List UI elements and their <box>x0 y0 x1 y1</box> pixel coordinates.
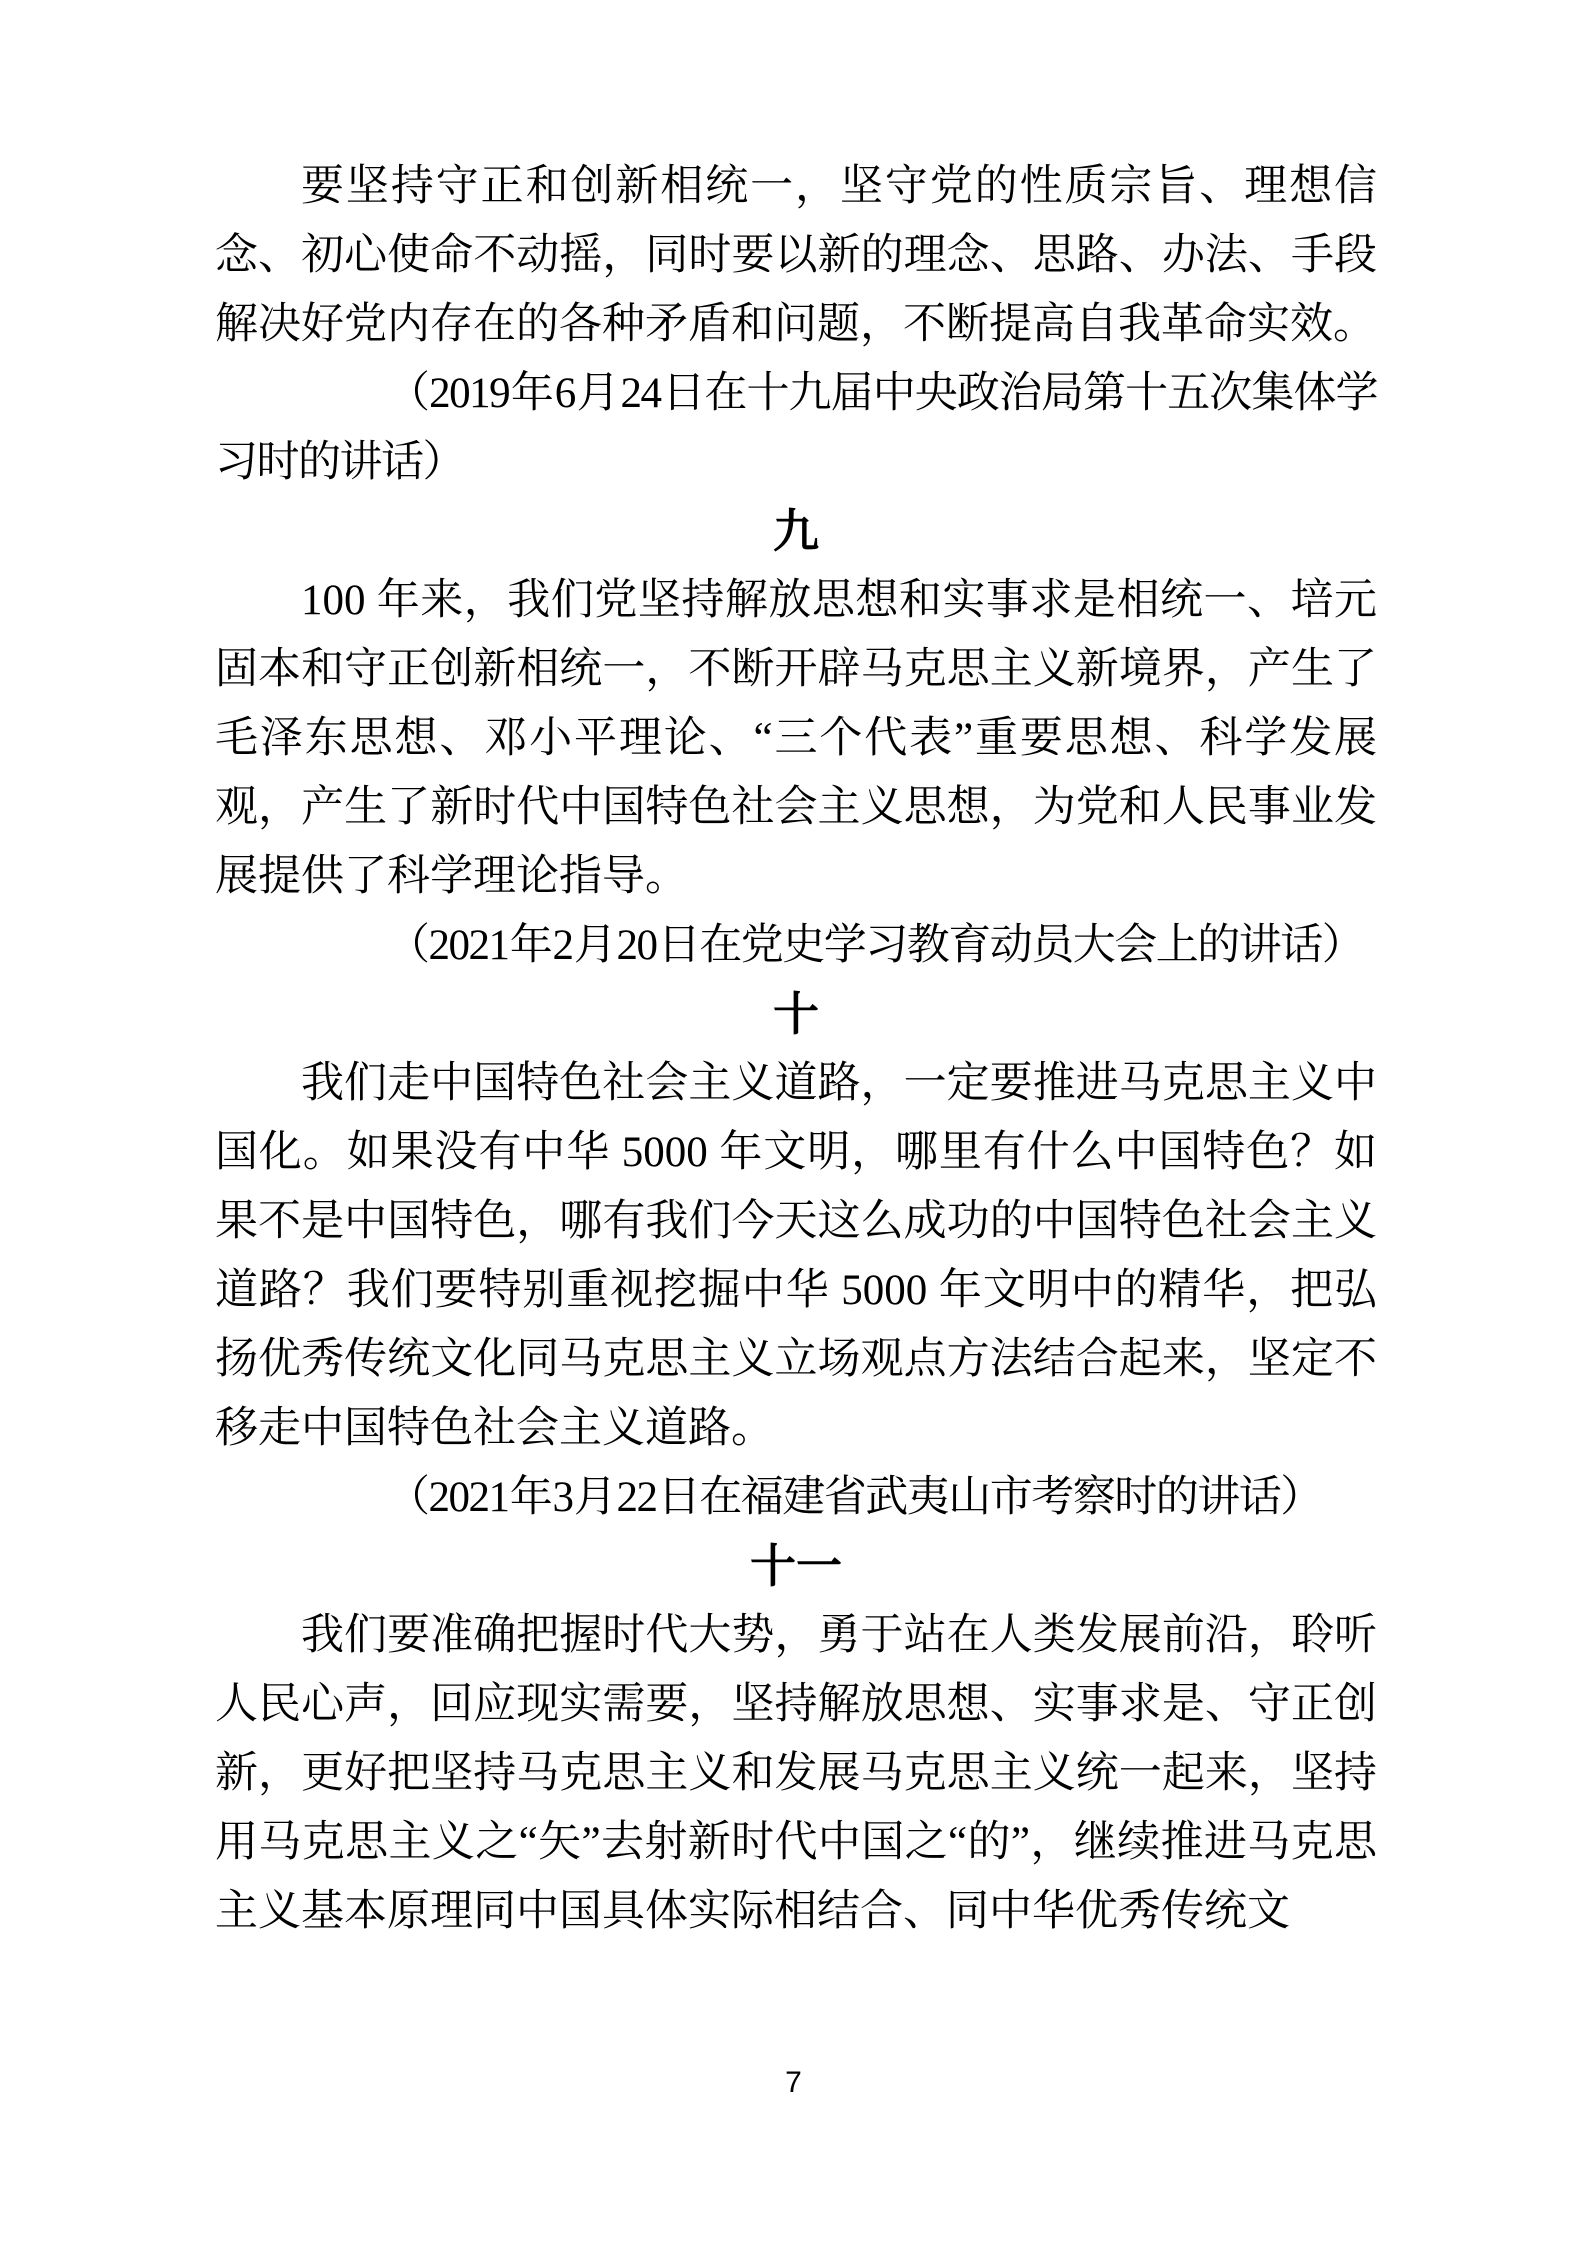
section-heading: 九 <box>773 504 819 558</box>
body-paragraph: 要坚持守正和创新相统一，坚守党的性质宗旨、理想信念、初心使命不动摇，同时要以新的理念、思路、办法、手段解决好党内存在的各种矛盾和问题，不断提高自我革命实效。 <box>215 163 1377 348</box>
page-number-label: 7 <box>785 2066 802 2099</box>
body-paragraph: 我们要准确把握时代大势，勇于站在人类发展前沿，聆听人民心声，回应现实需要，坚持解放思想、实事求是、守正创新，更好把坚持马克思主义和发展马克思主义统一起来，坚持用马克思主义之“矢”去射新时代中国之“的”，继续推进马克思主义基本原理同中国具体实际相结合、同中华优秀传统文 <box>215 1612 1377 1935</box>
body-paragraph: 100 年来，我们党坚持解放思想和实事求是相统一、培元固本和守正创新相统一，不断开辟马克思主义新境界，产生了毛泽东思想、邓小平理论、“三个代表”重要思想、科学发展观，产生了新时代中国特色社会主义思想，为党和人民事业发展提供了科学理论指导。 <box>215 577 1377 900</box>
citation-line: （2019 年 6 月 24 日在十九届中央政治局第十五次集体学习时的讲话） <box>215 370 1377 486</box>
body-paragraph: 我们走中国特色社会主义道路，一定要推进马克思主义中国化。如果没有中华 5000 年文明，哪里有什么中国特色？如果不是中国特色，哪有我们今天这么成功的中国特色社会主义道路？我们要特别重视挖掘中华 5000 年文明中的精华，把弘扬优秀传统文化同马克思主义立场观点方法结合起来，坚定不移走中国特色社会主义道路。 <box>215 1060 1377 1452</box>
citation-line: （2021 年 3 月 22 日在福建省武夷山市考察时的讲话） <box>387 1474 1322 1521</box>
section-heading: 十 <box>773 987 819 1041</box>
text-column <box>215 152 1377 1946</box>
section-heading: 十一 <box>750 1539 842 1593</box>
citation-line: （2021 年 2 月 20 日在党史学习教育动员大会上的讲话） <box>387 922 1364 969</box>
